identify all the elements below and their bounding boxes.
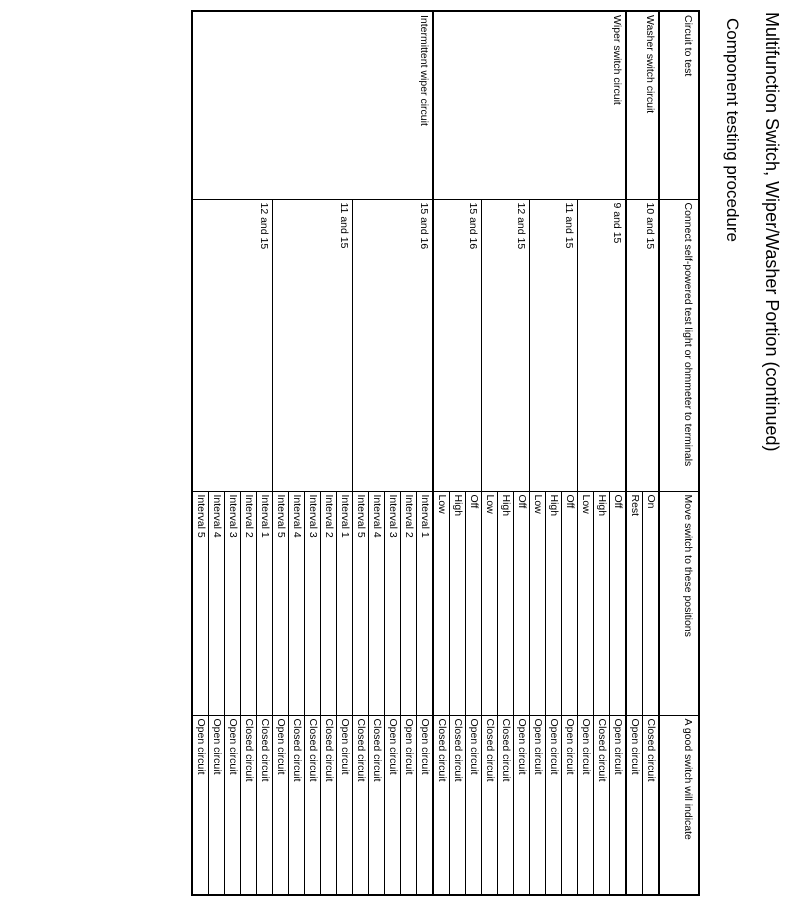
table-header-row bbox=[659, 11, 699, 895]
result-cell: Open circuit bbox=[225, 715, 241, 895]
position-cell: Interval 5 bbox=[273, 491, 289, 715]
position-cell: Off bbox=[514, 491, 530, 715]
result-cell: Closed circuit bbox=[369, 715, 385, 895]
result-cell: Open circuit bbox=[546, 715, 562, 895]
position-cell: Rest bbox=[626, 491, 643, 715]
result-cell: Closed circuit bbox=[241, 715, 257, 895]
table-body bbox=[192, 11, 659, 895]
result-cell: Closed circuit bbox=[450, 715, 466, 895]
result-cell: Open circuit bbox=[578, 715, 594, 895]
position-cell: Low bbox=[482, 491, 498, 715]
result-cell: Open circuit bbox=[401, 715, 417, 895]
position-cell: Low bbox=[530, 491, 546, 715]
circuit-cell: Washer switch circuit bbox=[626, 11, 659, 199]
result-cell: Open circuit bbox=[610, 715, 627, 895]
result-cell: Closed circuit bbox=[257, 715, 273, 895]
result-cell: Closed circuit bbox=[305, 715, 321, 895]
circuit-cell: Wiper switch circuit bbox=[433, 11, 626, 199]
position-cell: Interval 1 bbox=[417, 491, 434, 715]
header-positions: Move switch to these positions bbox=[659, 491, 699, 715]
result-cell: Closed circuit bbox=[498, 715, 514, 895]
terminals-cell: 11 and 15 bbox=[273, 199, 353, 491]
terminals-cell: 12 and 15 bbox=[482, 199, 530, 491]
position-cell: Interval 1 bbox=[257, 491, 273, 715]
result-cell: Open circuit bbox=[562, 715, 578, 895]
terminals-cell: 15 and 16 bbox=[353, 199, 434, 491]
table-row bbox=[643, 11, 660, 895]
testing-procedure-table bbox=[191, 10, 700, 896]
position-cell: Interval 1 bbox=[337, 491, 353, 715]
terminals-cell: 11 and 15 bbox=[530, 199, 578, 491]
position-cell: Interval 5 bbox=[353, 491, 369, 715]
result-cell: Closed circuit bbox=[482, 715, 498, 895]
result-cell: Open circuit bbox=[514, 715, 530, 895]
position-cell: High bbox=[594, 491, 610, 715]
position-cell: On bbox=[643, 491, 660, 715]
result-cell: Open circuit bbox=[417, 715, 434, 895]
position-cell: Off bbox=[466, 491, 482, 715]
position-cell: Interval 5 bbox=[192, 491, 209, 715]
result-cell: Closed circuit bbox=[594, 715, 610, 895]
result-cell: Open circuit bbox=[530, 715, 546, 895]
terminals-cell: 10 and 15 bbox=[626, 199, 659, 491]
position-cell: Interval 3 bbox=[305, 491, 321, 715]
result-cell: Open circuit bbox=[192, 715, 209, 895]
terminals-cell: 9 and 15 bbox=[578, 199, 627, 491]
table-row bbox=[417, 11, 434, 895]
result-cell: Closed circuit bbox=[643, 715, 660, 895]
position-cell: High bbox=[546, 491, 562, 715]
header-circuit: Circuit to test bbox=[659, 11, 699, 199]
position-cell: Interval 3 bbox=[385, 491, 401, 715]
header-terminals: Connect self-powered test light or ohmmeter to terminals bbox=[659, 199, 699, 491]
circuit-cell: Intermittent wiper circuit bbox=[192, 11, 433, 199]
position-cell: Interval 2 bbox=[321, 491, 337, 715]
position-cell: Interval 4 bbox=[369, 491, 385, 715]
position-cell: Off bbox=[562, 491, 578, 715]
position-cell: Interval 4 bbox=[209, 491, 225, 715]
position-cell: Low bbox=[578, 491, 594, 715]
position-cell: High bbox=[450, 491, 466, 715]
position-cell: Interval 4 bbox=[289, 491, 305, 715]
result-cell: Open circuit bbox=[273, 715, 289, 895]
result-cell: Open circuit bbox=[626, 715, 643, 895]
result-cell: Open circuit bbox=[466, 715, 482, 895]
position-cell: Interval 3 bbox=[225, 491, 241, 715]
position-cell: Interval 2 bbox=[241, 491, 257, 715]
result-cell: Closed circuit bbox=[433, 715, 450, 895]
position-cell: Off bbox=[610, 491, 627, 715]
page-subtitle: Component testing procedure bbox=[723, 18, 742, 242]
position-cell: High bbox=[498, 491, 514, 715]
result-cell: Open circuit bbox=[209, 715, 225, 895]
header-result: A good switch will indicate bbox=[659, 715, 699, 895]
page-title: Multifunction Switch, Wiper/Washer Portion (continued) bbox=[762, 12, 782, 452]
terminals-cell: 12 and 15 bbox=[192, 199, 273, 491]
result-cell: Open circuit bbox=[385, 715, 401, 895]
result-cell: Open circuit bbox=[337, 715, 353, 895]
position-cell: Interval 2 bbox=[401, 491, 417, 715]
terminals-cell: 15 and 16 bbox=[433, 199, 482, 491]
position-cell: Low bbox=[433, 491, 450, 715]
result-cell: Closed circuit bbox=[321, 715, 337, 895]
result-cell: Closed circuit bbox=[353, 715, 369, 895]
result-cell: Closed circuit bbox=[289, 715, 305, 895]
table-row bbox=[610, 11, 627, 895]
